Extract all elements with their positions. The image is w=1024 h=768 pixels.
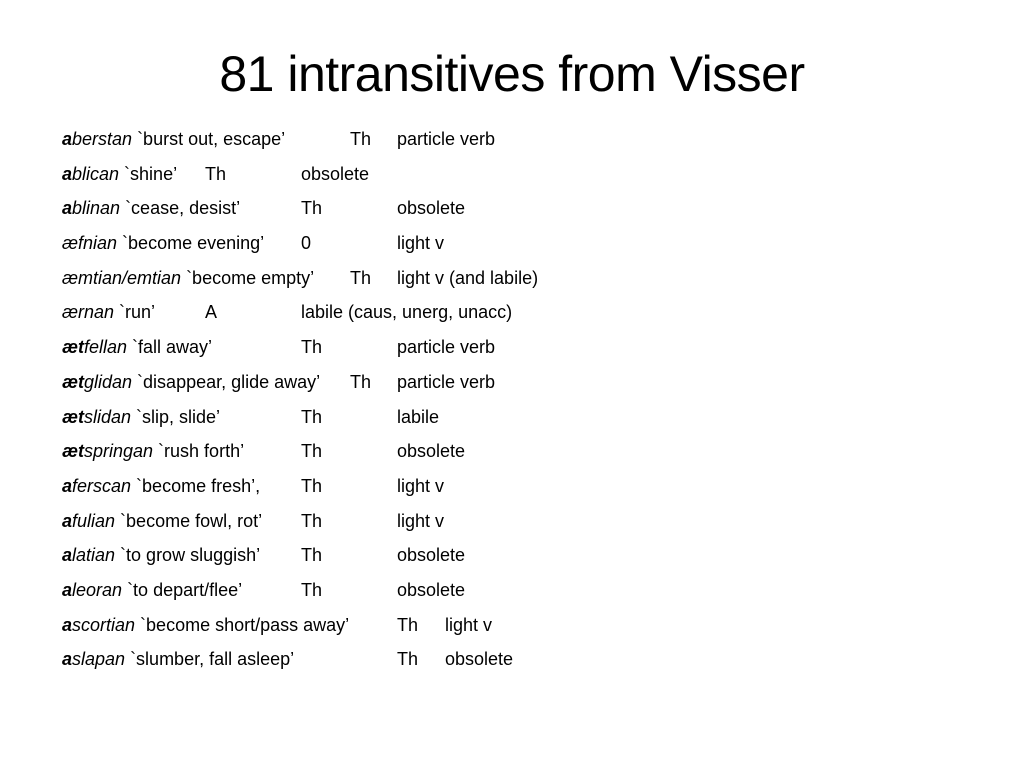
gloss: `become empty’ bbox=[181, 267, 315, 288]
headword-stem: latian bbox=[72, 545, 116, 566]
verb-note: obsolete bbox=[301, 163, 370, 184]
gloss: `disappear, glide away’ bbox=[132, 371, 321, 392]
gloss: `to grow sluggish’ bbox=[115, 545, 261, 566]
slide-title: 81 intransitives from Visser bbox=[219, 46, 805, 102]
headword-stem: glidan bbox=[84, 371, 133, 392]
verb-note: light v (and labile) bbox=[397, 267, 539, 288]
list-item bbox=[62, 610, 962, 645]
headword bbox=[62, 471, 260, 501]
theta-role: A bbox=[205, 302, 218, 323]
headword-prefix: æt bbox=[62, 371, 84, 392]
gloss: `run’ bbox=[114, 302, 156, 323]
list-item bbox=[62, 644, 962, 679]
verb-note: obsolete bbox=[397, 198, 466, 219]
gloss: `shine’ bbox=[119, 163, 178, 184]
gloss: `fall away’ bbox=[127, 337, 213, 358]
headword bbox=[62, 575, 242, 605]
theta-role: Th bbox=[397, 649, 419, 670]
verb-note: particle verb bbox=[397, 337, 496, 358]
theta-role: Th bbox=[205, 163, 227, 184]
headword bbox=[62, 436, 244, 466]
headword-prefix: a bbox=[62, 475, 73, 496]
theta-role: Th bbox=[301, 441, 323, 462]
theta-role: Th bbox=[350, 129, 372, 149]
gloss: `become fowl, rot’ bbox=[115, 510, 263, 531]
theta-role: Th bbox=[397, 614, 419, 635]
verb-note: labile bbox=[397, 406, 440, 427]
theta-role: Th bbox=[301, 510, 323, 531]
verb-note: labile (caus, unerg, unacc) bbox=[301, 302, 513, 323]
headword bbox=[62, 402, 220, 432]
headword-stem: æmtian/emtian bbox=[62, 267, 182, 288]
headword-stem: leoran bbox=[72, 579, 123, 600]
list-item bbox=[62, 540, 962, 575]
verb-note: particle verb bbox=[397, 371, 496, 392]
headword bbox=[62, 159, 177, 189]
list-item bbox=[62, 263, 962, 298]
gloss: `slumber, fall asleep’ bbox=[125, 649, 295, 670]
headword bbox=[62, 332, 212, 362]
list-item bbox=[62, 506, 962, 541]
verb-note: light v bbox=[445, 614, 493, 635]
theta-role: Th bbox=[301, 545, 323, 566]
headword-prefix: æt bbox=[62, 337, 84, 358]
headword bbox=[62, 506, 262, 536]
headword-stem: slapan bbox=[72, 649, 126, 670]
headword bbox=[62, 193, 240, 223]
theta-role: Th bbox=[301, 337, 323, 358]
list-item bbox=[62, 332, 962, 367]
gloss: `rush forth’ bbox=[153, 441, 245, 462]
headword-stem: springan bbox=[84, 441, 154, 462]
headword-prefix: æt bbox=[62, 441, 84, 462]
verb-note: particle verb bbox=[397, 129, 496, 149]
list-item bbox=[62, 159, 962, 194]
gloss: `become evening’ bbox=[117, 233, 265, 254]
list-item bbox=[62, 367, 962, 402]
headword-stem: slidan bbox=[84, 406, 132, 427]
gloss: `become fresh’, bbox=[131, 475, 261, 496]
verb-note: obsolete bbox=[397, 545, 466, 566]
gloss: `burst out, escape’ bbox=[132, 129, 286, 149]
verb-note: light v bbox=[397, 475, 445, 496]
list-item bbox=[62, 402, 962, 437]
gloss: `to depart/flee’ bbox=[122, 579, 243, 600]
verb-note: light v bbox=[397, 510, 445, 531]
headword bbox=[62, 297, 155, 327]
headword-prefix: a bbox=[62, 163, 73, 184]
theta-role: Th bbox=[301, 198, 323, 219]
verb-note: obsolete bbox=[445, 649, 514, 670]
headword-stem: fulian bbox=[72, 510, 116, 531]
headword-prefix: a bbox=[62, 510, 73, 531]
gloss: `become short/pass away’ bbox=[135, 614, 350, 635]
list-item bbox=[62, 228, 962, 263]
verb-note: obsolete bbox=[397, 441, 466, 462]
headword-stem: blinan bbox=[72, 198, 121, 219]
theta-role: Th bbox=[350, 371, 372, 392]
headword-prefix: a bbox=[62, 198, 73, 219]
headword-stem: æfnian bbox=[62, 233, 118, 254]
headword-stem: scortian bbox=[72, 614, 136, 635]
headword bbox=[62, 228, 264, 258]
list-item bbox=[62, 575, 962, 610]
theta-role: Th bbox=[301, 579, 323, 600]
gloss: `slip, slide’ bbox=[131, 406, 221, 427]
theta-role: Th bbox=[350, 267, 372, 288]
headword-prefix: a bbox=[62, 649, 73, 670]
gloss: `cease, desist’ bbox=[120, 198, 241, 219]
headword-stem: ferscan bbox=[72, 475, 132, 496]
list-item bbox=[62, 297, 962, 332]
list-item bbox=[62, 471, 962, 506]
headword bbox=[62, 367, 320, 397]
headword-prefix: æt bbox=[62, 406, 84, 427]
verb-note: light v bbox=[397, 233, 445, 254]
headword-prefix: a bbox=[62, 579, 73, 600]
headword bbox=[62, 610, 349, 640]
headword-stem: ærnan bbox=[62, 302, 115, 323]
headword-prefix: a bbox=[62, 614, 73, 635]
headword bbox=[62, 263, 314, 293]
list-item bbox=[62, 193, 962, 228]
theta-role: 0 bbox=[301, 233, 312, 254]
headword-stem: berstan bbox=[72, 129, 133, 149]
list-item bbox=[62, 124, 962, 159]
theta-role: Th bbox=[301, 475, 323, 496]
list-item bbox=[62, 436, 962, 471]
entry-list bbox=[62, 124, 962, 679]
headword-stem: blican bbox=[72, 163, 120, 184]
verb-note: obsolete bbox=[397, 579, 466, 600]
headword-stem: fellan bbox=[84, 337, 128, 358]
headword-prefix: a bbox=[62, 129, 73, 149]
headword bbox=[62, 124, 285, 154]
headword bbox=[62, 540, 260, 570]
headword-prefix: a bbox=[62, 545, 73, 566]
theta-role: Th bbox=[301, 406, 323, 427]
headword bbox=[62, 644, 294, 674]
